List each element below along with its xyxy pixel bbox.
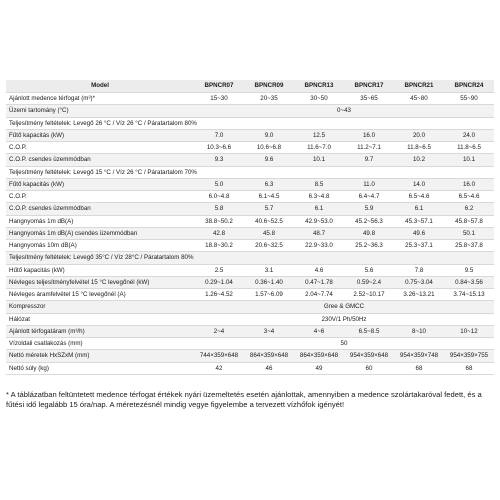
row-label: Hűtő kapacitás (kW)	[6, 264, 194, 276]
table-cell: 5.7	[244, 203, 294, 215]
table-cell: 60	[344, 362, 394, 374]
table-cell: 68	[444, 362, 494, 374]
table-cell: 954×359×755	[444, 350, 494, 362]
table-header-row	[6, 80, 494, 93]
table-cell: 6.3	[244, 178, 294, 190]
row-label: Nettó súly (kg)	[6, 362, 194, 374]
table-cell: 25.2~36.3	[344, 240, 394, 252]
row-label: Vízoldali csatlakozás (mm)	[6, 338, 194, 350]
row-label: Névleges áramfelvétel 15 °C levegőnél (A)	[6, 289, 194, 301]
table-cell: 20.6~32.5	[244, 240, 294, 252]
table-row	[6, 362, 494, 374]
table-cell: 6.2	[444, 203, 494, 215]
table-cell: 45.2~56.3	[344, 215, 394, 227]
table-cell: 6.4~4.7	[344, 191, 394, 203]
table-cell: 11.8~6.5	[394, 142, 444, 154]
table-cell: 9.7	[344, 154, 394, 166]
table-cell: 6.1	[294, 203, 344, 215]
model-column-header: BPNCR17	[344, 80, 394, 93]
row-label: Névleges teljesítményfelvétel 15 °C levegőnél (kW)	[6, 276, 194, 288]
table-cell: 230V/1 Ph/50Hz	[194, 313, 494, 325]
table-cell: 6.0~4.8	[194, 191, 244, 203]
table-cell: 6.1	[394, 203, 444, 215]
table-cell: 15~30	[194, 93, 244, 105]
table-body	[6, 93, 494, 375]
table-cell: 55~90	[444, 93, 494, 105]
table-row	[6, 350, 494, 362]
table-cell: 6.1~4.5	[244, 191, 294, 203]
table-cell: 7.0	[194, 129, 244, 141]
table-cell: 3.1	[244, 264, 294, 276]
table-row	[6, 105, 494, 117]
table-cell: 954×359×648	[344, 350, 394, 362]
section-row	[6, 117, 494, 129]
table-cell: 2.52~10.17	[344, 289, 394, 301]
table-cell: 38.8~50.2	[194, 215, 244, 227]
table-cell: 16.0	[344, 129, 394, 141]
table-cell: 11.0	[344, 178, 394, 190]
table-cell: 25.8~37.8	[444, 240, 494, 252]
table-cell: 42	[194, 362, 244, 374]
table-row	[6, 276, 494, 288]
table-row	[6, 203, 494, 215]
table-cell: 8.5	[294, 178, 344, 190]
table-row	[6, 178, 494, 190]
table-cell: 42.8	[194, 227, 244, 239]
row-label: Nettó méretek HxSZxM (mm)	[6, 350, 194, 362]
table-cell: 30~50	[294, 93, 344, 105]
table-row	[6, 215, 494, 227]
row-label: Fűtő kapacitás (kW)	[6, 178, 194, 190]
model-column-header: BPNCR13	[294, 80, 344, 93]
table-cell: 40.6~52.5	[244, 215, 294, 227]
table-cell: 18.8~30.2	[194, 240, 244, 252]
table-row	[6, 191, 494, 203]
table-cell: 9.3	[194, 154, 244, 166]
table-cell: 49	[294, 362, 344, 374]
table-row	[6, 129, 494, 141]
model-column-header: BPNCR21	[394, 80, 444, 93]
table-cell: 45.8~57.8	[444, 215, 494, 227]
section-row	[6, 166, 494, 178]
table-cell: 11.8~6.5	[444, 142, 494, 154]
table-cell: 6.5~4.6	[394, 191, 444, 203]
row-label: C.O.P. csendes üzemmódban	[6, 203, 194, 215]
table-cell: 14.0	[394, 178, 444, 190]
table-cell: 22.9~33.0	[294, 240, 344, 252]
table-cell: 49.8	[344, 227, 394, 239]
table-cell: 864×359×648	[294, 350, 344, 362]
table-cell: 9.6	[244, 154, 294, 166]
row-label: Hangnyomás 10m dB(A)	[6, 240, 194, 252]
table-cell: 48.7	[294, 227, 344, 239]
table-cell: 25.3~37.1	[394, 240, 444, 252]
table-row	[6, 301, 494, 313]
table-row	[6, 227, 494, 239]
table-cell: 10.1	[444, 154, 494, 166]
table-cell: 10.3~6.6	[194, 142, 244, 154]
table-cell: 2~4	[194, 325, 244, 337]
table-cell: 5.8	[194, 203, 244, 215]
table-cell: 744×359×648	[194, 350, 244, 362]
table-cell: 3.26~13.21	[394, 289, 444, 301]
table-cell: 50	[194, 338, 494, 350]
table-row	[6, 240, 494, 252]
table-row	[6, 313, 494, 325]
table-cell: 10.6~6.8	[244, 142, 294, 154]
table-cell: 954×359×748	[394, 350, 444, 362]
table-cell: 3~4	[244, 325, 294, 337]
row-label: Üzemi tartomány (°C)	[6, 105, 194, 117]
table-cell: 6.5~8.5	[344, 325, 394, 337]
spec-table	[6, 80, 494, 375]
table-cell: 20~35	[244, 93, 294, 105]
table-cell: 5.0	[194, 178, 244, 190]
table-row	[6, 264, 494, 276]
table-cell: Gree & GMCC	[194, 301, 494, 313]
row-label: Hálózat	[6, 313, 194, 325]
table-row	[6, 325, 494, 337]
table-cell: 45.3~57.1	[394, 215, 444, 227]
section-label: Teljesítmény feltételek: Levegő 35°C / Víz 28°C / Páratartalom 80%	[6, 252, 494, 264]
table-cell: 20.0	[394, 129, 444, 141]
table-cell: 2.5	[194, 264, 244, 276]
row-label: C.O.P.	[6, 191, 194, 203]
table-cell: 6.5~4.6	[444, 191, 494, 203]
table-row	[6, 338, 494, 350]
row-label: C.O.P. csendes üzemmódban	[6, 154, 194, 166]
row-label: C.O.P.	[6, 142, 194, 154]
table-cell: 9.0	[244, 129, 294, 141]
table-cell: 16.0	[444, 178, 494, 190]
table-cell: 0.84~3.56	[444, 276, 494, 288]
table-cell: 11.6~7.0	[294, 142, 344, 154]
table-cell: 1.57~6.09	[244, 289, 294, 301]
model-column-header: BPNCR07	[194, 80, 244, 93]
footnote: * A táblázatban feltüntetett medence térfogat értékek nyári üzemeltetés esetén ajánlottak, amennyiben a medence szolártakaróval fedett, és a fűtési idő legalább 15 óra/nap. A méretezésnél mindig vegye figyelembe a tervezett vízhőfok igényét!	[6, 390, 482, 409]
table-cell: 6.3~4.8	[294, 191, 344, 203]
table-row	[6, 93, 494, 105]
table-cell: 7.8	[394, 264, 444, 276]
table-cell: 0.59~2.4	[344, 276, 394, 288]
table-row	[6, 154, 494, 166]
table-cell: 3.74~15.13	[444, 289, 494, 301]
row-label: Ajánlott medence térfogat (m³)*	[6, 93, 194, 105]
row-label: Kompresszor	[6, 301, 194, 313]
table-cell: 5.6	[344, 264, 394, 276]
table-cell: 0.75~3.04	[394, 276, 444, 288]
table-cell: 8~10	[394, 325, 444, 337]
table-cell: 5.9	[344, 203, 394, 215]
section-row	[6, 252, 494, 264]
table-cell: 0.36~1.40	[244, 276, 294, 288]
table-cell: 46	[244, 362, 294, 374]
row-label: Hangnyomás 1m dB(A)	[6, 215, 194, 227]
table-cell: 1.26~4.52	[194, 289, 244, 301]
row-label: Hangnyomás 1m dB(A) csendes üzemmódban	[6, 227, 194, 239]
section-label: Teljesítmény feltételek: Levegő 15 °C / Víz 26 °C / Páratartalom 70%	[6, 166, 494, 178]
table-row	[6, 289, 494, 301]
table-cell: 45.8	[244, 227, 294, 239]
table-cell: 4.6	[294, 264, 344, 276]
model-column-header: BPNCR09	[244, 80, 294, 93]
table-cell: 24.0	[444, 129, 494, 141]
table-cell: 50.1	[444, 227, 494, 239]
table-cell: 68	[394, 362, 444, 374]
table-cell: 0~43	[194, 105, 494, 117]
table-cell: 0.47~1.78	[294, 276, 344, 288]
row-label: Fűtő kapacitás (kW)	[6, 129, 194, 141]
table-cell: 10.1	[294, 154, 344, 166]
table-cell: 35~65	[344, 93, 394, 105]
table-cell: 4~6	[294, 325, 344, 337]
table-row	[6, 142, 494, 154]
table-cell: 2.04~7.74	[294, 289, 344, 301]
section-label: Teljesítmény feltételek: Levegő 26 °C / Víz 26 °C / Páratartalom 80%	[6, 117, 494, 129]
model-header: Model	[6, 80, 194, 93]
table-cell: 9.5	[444, 264, 494, 276]
table-cell: 49.6	[394, 227, 444, 239]
table-cell: 10.2	[394, 154, 444, 166]
table-cell: 12.5	[294, 129, 344, 141]
model-column-header: BPNCR24	[444, 80, 494, 93]
table-cell: 0.29~1.04	[194, 276, 244, 288]
spec-table-container	[6, 80, 494, 375]
table-cell: 42.9~53.0	[294, 215, 344, 227]
table-cell: 11.2~7.1	[344, 142, 394, 154]
table-cell: 10~12	[444, 325, 494, 337]
table-cell: 864×359×648	[244, 350, 294, 362]
table-cell: 45~80	[394, 93, 444, 105]
row-label: Ajánlott térfogatáram (m³/h)	[6, 325, 194, 337]
